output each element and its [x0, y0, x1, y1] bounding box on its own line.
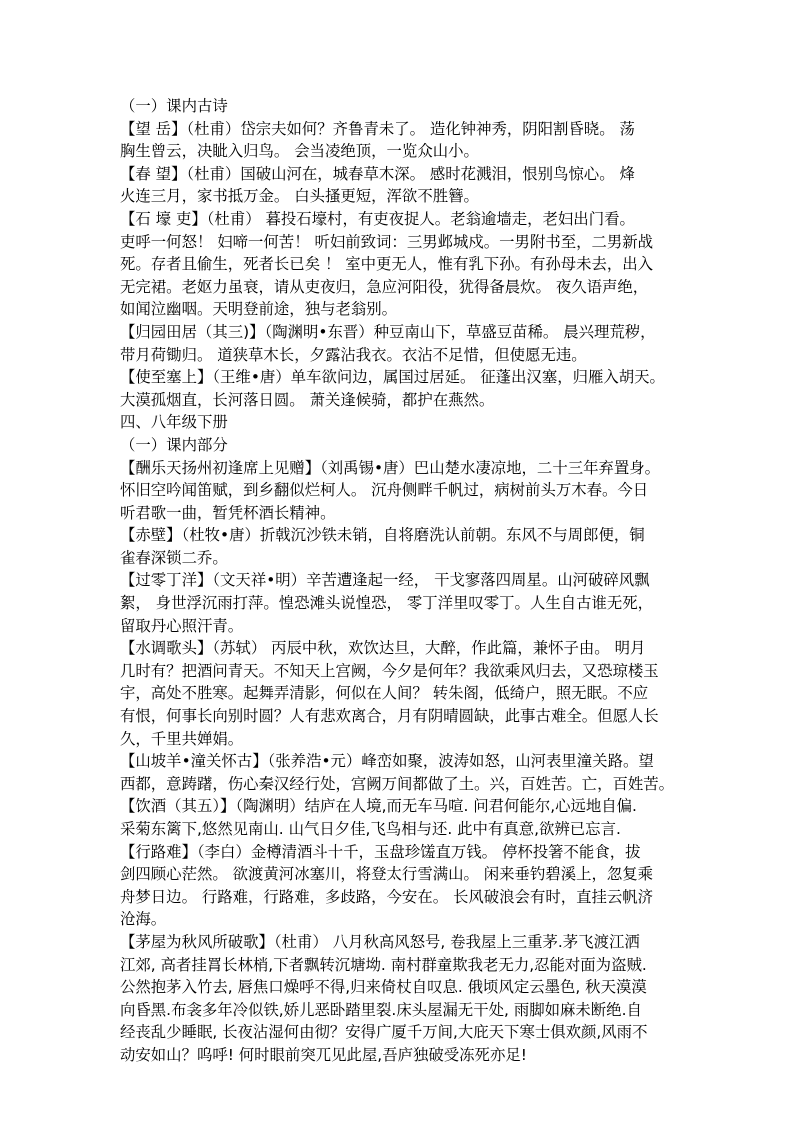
poem-line: 久，千里共婵娟。 [120, 729, 244, 748]
poem-line: 几时有？把酒问青天。不知天上宫阙，今夕是何年？我欲乘风归去，又恐琼楼玉 [120, 661, 659, 680]
poem-line: 【赤壁】（杜牧•唐）折戟沉沙铁未销，自将磨洗认前朝。东风不与周郎便，铜 [120, 526, 645, 545]
document-page [120, 95, 700, 1067]
section-heading: （一）课内古诗 [120, 97, 228, 115]
poem-line: 无完裙。老妪力虽衰，请从吏夜归，急应河阳役，犹得备晨炊。 夜久语声绝， [120, 277, 649, 296]
poem-line: 留取丹心照汗青。 [120, 616, 244, 635]
poem-line: 火连三月，家书抵万金。 白头搔更短，浑欲不胜簪。 [120, 187, 479, 206]
poem-line: 胸生曾云，决眦入归鸟。 会当凌绝顶，一览众山小。 [120, 142, 479, 161]
poem-line: 听君歌一曲，暂凭杯酒长精神。 [120, 503, 336, 522]
poem-line: 怀旧空吟闻笛赋，到乡翻似烂柯人。 沉舟侧畔千帆过，病树前头万木春。今日 [120, 481, 649, 500]
poem-line: 带月荷锄归。 道狭草木长，夕露沾我衣。衣沾不足惜，但使愿无违。 [120, 345, 587, 364]
poem-line: 如闻泣幽咽。天明登前途，独与老翁别。 [120, 300, 398, 319]
poem-line: 【酬乐天扬州初逢席上见赠】（刘禹锡•唐）巴山楚水凄凉地，二十三年弃置身。 [120, 458, 661, 477]
poem-line: 【归园田居（其三)】（陶渊明•东晋）种豆南山下，草盛豆苗稀。 晨兴理荒秽， [120, 322, 656, 341]
poem-line: 剑四顾心茫然。 欲渡黄河冰塞川，将登太行雪满山。 闲来垂钓碧溪上，忽复乘 [120, 865, 654, 884]
poem-line: 宇，高处不胜寒。起舞弄清影，何似在人间？ 转朱阁，低绮户，照无眠。不应 [120, 684, 649, 703]
poem-line: 有恨，何事长向别时圆？人有悲欢离合，月有阴晴圆缺，此事古难全。但愿人长 [120, 707, 659, 726]
poem-line: 【行路难】（李白）金樽清酒斗十千，玉盘珍馐直万钱。 停杯投箸不能食，拔 [120, 842, 641, 861]
section-heading: （一）课内部分 [120, 435, 228, 454]
poem-line: 大漠孤烟直，长河落日圆。 萧关逢候骑，都护在燕然。 [120, 390, 495, 409]
poem-line: 【使至塞上】（王维•唐）单车欲问边，属国过居延。 征蓬出汉塞，归雁入胡天。 [120, 368, 665, 387]
poem-line: 【望 岳】（杜甫）岱宗夫如何？齐鲁青未了。 造化钟神秀，阴阳割昏晓。 荡 [120, 119, 635, 138]
poem-line: 雀春深锁二乔。 [120, 548, 228, 567]
poem-line: 江郊, 高者挂罥长林梢,下者飘转沉塘坳. 南村群童欺我老无力,忍能对面为盗贼. [120, 955, 647, 974]
poem-line: 西都，意踌躇，伤心秦汉经行处，宫阙万间都做了土。兴，百姓苦。亡，百姓苦。 [120, 774, 675, 793]
poem-line: 【春 望】（杜甫）国破山河在，城春草木深。 感时花溅泪，恨别鸟惊心。 烽 [120, 164, 635, 183]
poem-line: 【水调歌头】（苏轼） 丙辰中秋，欢饮达旦，大醉，作此篇，兼怀子由。 明月 [120, 639, 646, 658]
poem-line: 动安如山？呜呼! 何时眼前突兀见此屋,吾庐独破受冻死亦足! [120, 1045, 527, 1064]
poem-line: 经丧乱少睡眠, 长夜沾湿何由彻？安得广厦千万间,大庇天下寒士俱欢颜,风雨不 [120, 1023, 648, 1042]
poem-line: 吏呼一何怒！ 妇啼一何苦！ 听妇前致词：三男邺城戍。一男附书至，二男新战 [120, 232, 654, 251]
poem-line: 【山坡羊•潼关怀古】（张养浩•元）峰峦如聚，波涛如怒，山河表里潼关路。望 [120, 752, 654, 771]
section-heading: 四、八年级下册 [120, 413, 228, 432]
poem-line: 向昏黑.布衾多年冷似铁,娇儿恶卧踏里裂.床头屋漏无干处, 雨脚如麻未断绝.自 [120, 1000, 642, 1019]
poem-line: 公然抱茅入竹去, 唇焦口燥呼不得,归来倚杖自叹息. 俄顷风定云墨色, 秋天漠漠 [120, 978, 647, 997]
poem-line: 舟梦日边。 行路难，行路难，多歧路，今安在。 长风破浪会有时，直挂云帆济 [120, 887, 654, 906]
poem-line: 死。存者且偷生，死者长已矣 ！ 室中更无人，惟有乳下孙。有孙母未去，出入 [120, 255, 654, 274]
poem-line: 絮， 身世浮沉雨打萍。惶恐滩头说惶恐， 零丁洋里叹零丁。人生自古谁无死， [120, 594, 654, 613]
poem-line: 【饮酒（其五）】（陶渊明）结庐在人境,而无车马喧. 问君何能尔,心远地自偏. [120, 797, 637, 816]
poem-line: 【过零丁洋】（文天祥•明）辛苦遭逢起一经， 干戈寥落四周星。山河破碎风飘 [120, 571, 650, 590]
poem-line: 沧海。 [120, 910, 167, 929]
poem-line: 【石 壕 吏】（杜甫） 暮投石壕村，有吏夜捉人。老翁逾墙走，老妇出门看。 [120, 209, 635, 228]
poem-line: 采菊东篱下,悠然见南山. 山气日夕佳,飞鸟相与还. 此中有真意,欲辨已忘言. [120, 820, 621, 838]
poem-line: 【茅屋为秋风所破歌】（杜甫） 八月秋高风怒号, 卷我屋上三重茅.茅飞渡江洒 [120, 932, 640, 951]
